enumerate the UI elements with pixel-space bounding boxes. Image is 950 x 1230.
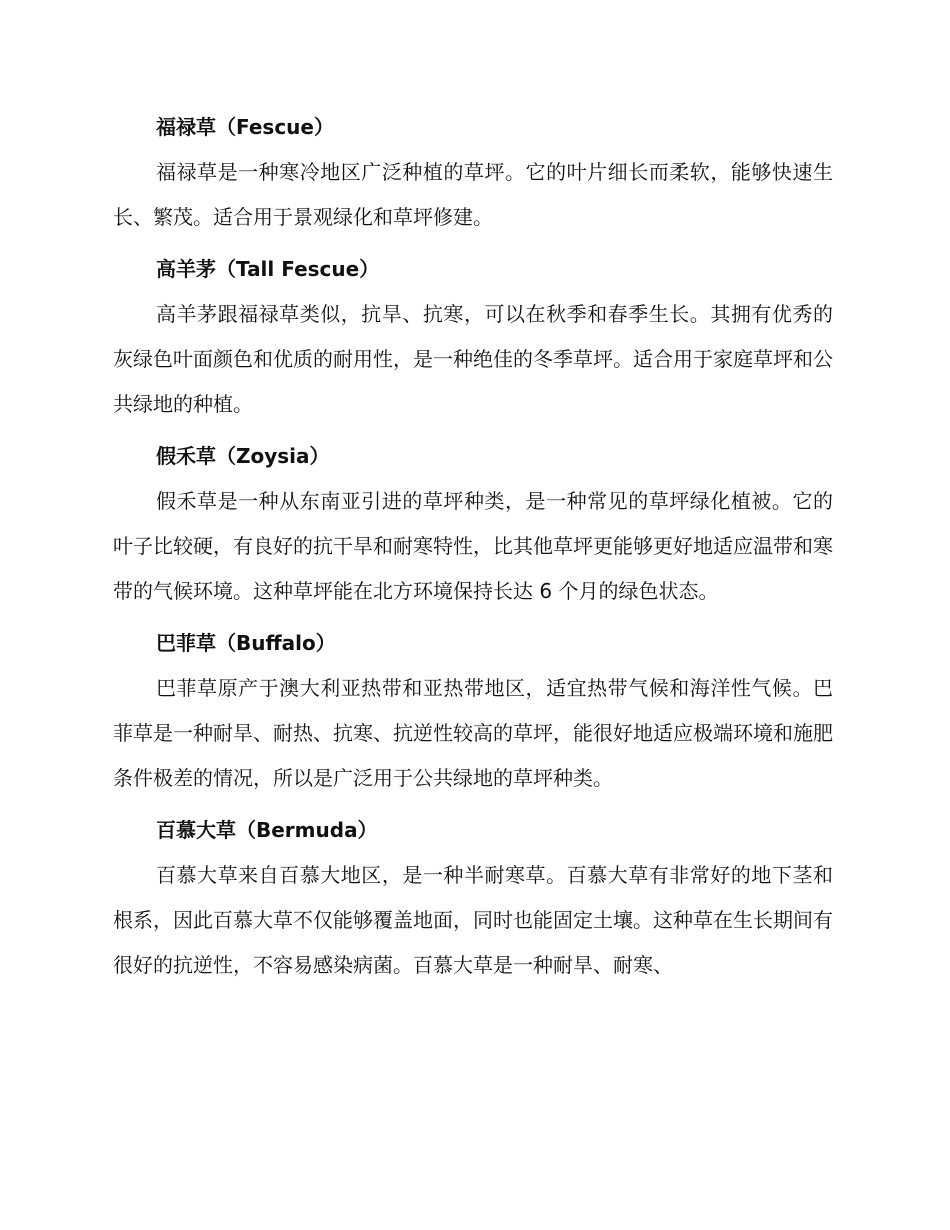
section-heading: 福禄草（Fescue） — [156, 115, 334, 139]
section-bermuda — [113, 807, 833, 988]
section-zoysia — [113, 433, 833, 614]
section-paragraph: 福禄草是一种寒冷地区广泛种植的草坪。它的叶片细长而柔软，能够快速生长、繁茂。适合用于景观绿化和草坪修建。 — [113, 160, 833, 229]
section-heading: 高羊茅（Tall Fescue） — [156, 257, 380, 281]
section-paragraph: 巴菲草原产于澳大利亚热带和亚热带地区，适宜热带气候和海洋性气候。巴菲草是一种耐旱、耐热、抗寒、抗逆性较高的草坪，能很好地适应极端环境和施肥条件极差的情况，所以是广泛用于公共绿地的草坪种类。 — [113, 676, 833, 790]
section-paragraph: 百慕大草来自百慕大地区，是一种半耐寒草。百慕大草有非常好的地下茎和根系，因此百慕大草不仅能够覆盖地面，同时也能固定土壤。这种草在生长期间有很好的抗逆性，不容易感染病菌。百慕大草是一种耐旱、耐寒、 — [113, 863, 833, 977]
section-heading: 巴菲草（Buffalo） — [156, 631, 336, 655]
section-tall-fescue — [113, 246, 833, 427]
section-fescue — [113, 104, 833, 240]
section-heading: 百慕大草（Bermuda） — [156, 818, 378, 842]
document-body — [113, 104, 833, 994]
section-paragraph: 高羊茅跟福禄草类似，抗旱、抗寒，可以在秋季和春季生长。其拥有优秀的灰绿色叶面颜色和优质的耐用性，是一种绝佳的冬季草坪。适合用于家庭草坪和公共绿地的种植。 — [113, 302, 833, 416]
section-heading: 假禾草（Zoysia） — [156, 444, 330, 468]
section-buffalo — [113, 620, 833, 801]
section-paragraph: 假禾草是一种从东南亚引进的草坪种类，是一种常见的草坪绿化植被。它的叶子比较硬，有良好的抗干旱和耐寒特性，比其他草坪更能够更好地适应温带和寒带的气候环境。这种草坪能在北方环境保持长达 6 个月的绿色状态。 — [113, 489, 833, 603]
